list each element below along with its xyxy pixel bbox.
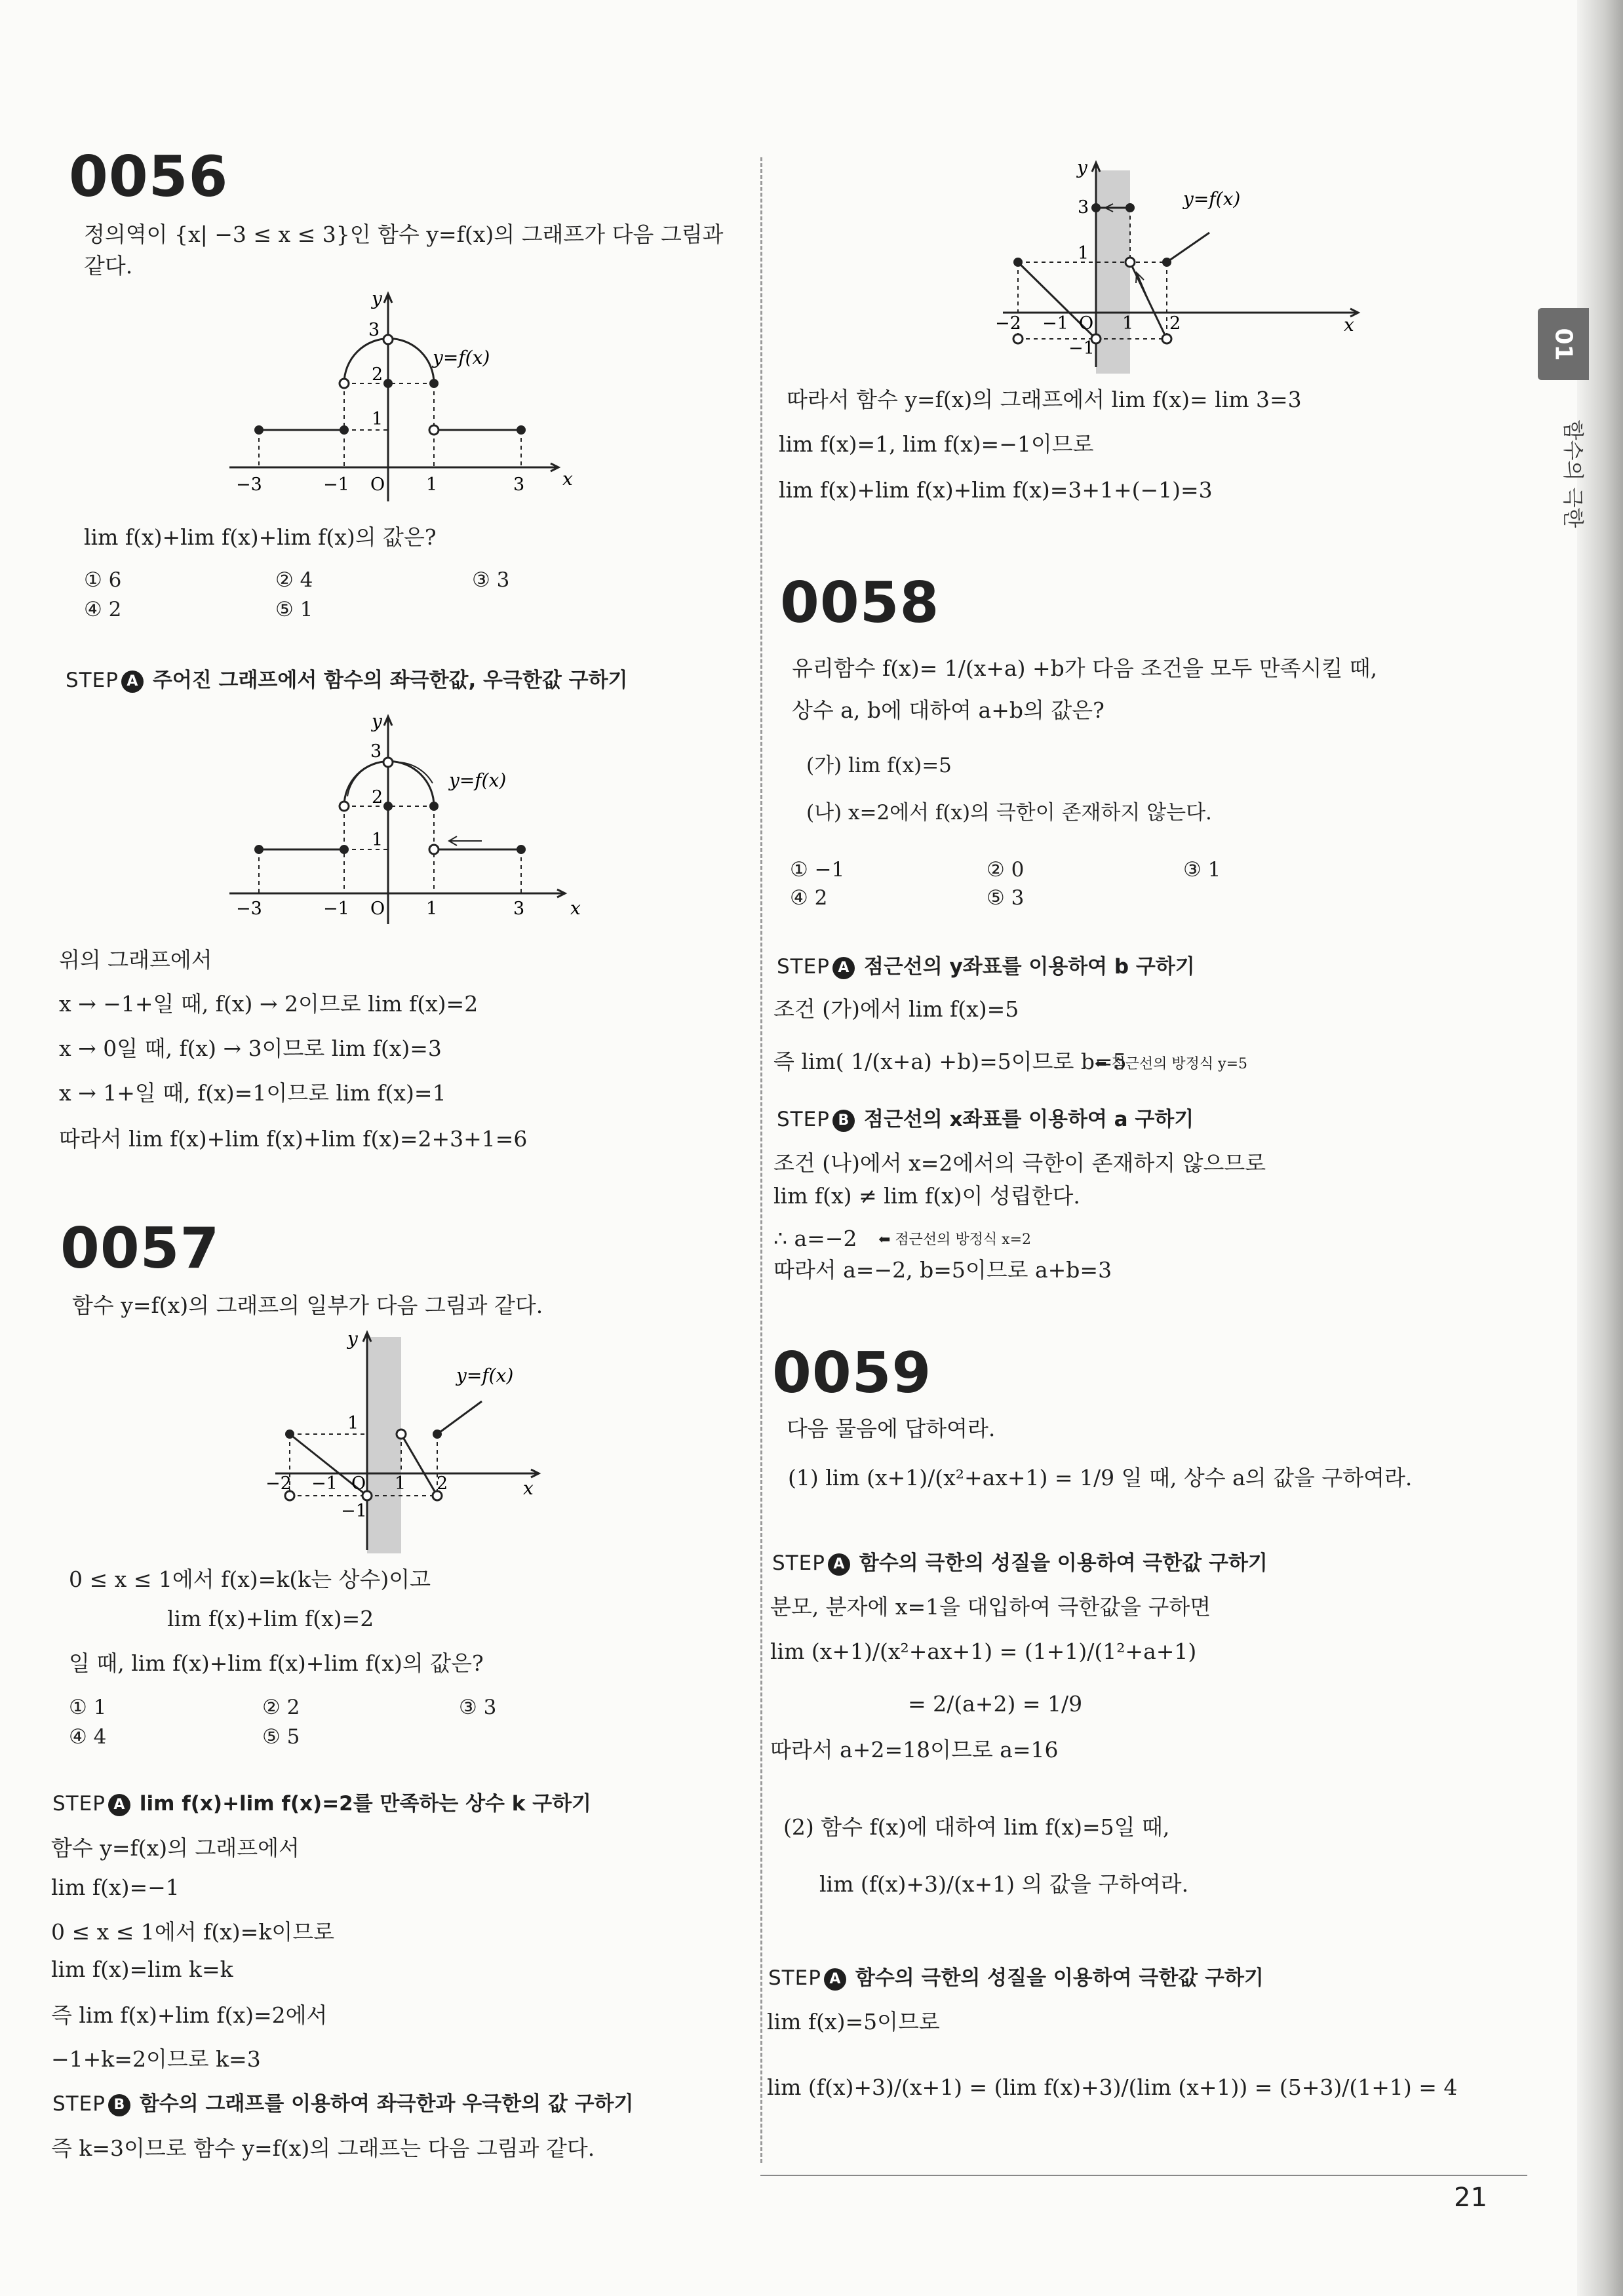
graph-0057-solution xyxy=(977,157,1396,374)
chapter-tab[interactable] xyxy=(1538,308,1589,380)
column-divider xyxy=(760,157,762,2163)
sol-0057-final-line1: 따라서 함수 y=f(x)의 그래프에서 lim f(x)= lim 3=3 xyxy=(787,387,1302,412)
sol-0056-line2: x → −1+일 때, f(x) → 2이므로 lim f(x)=2 xyxy=(59,991,479,1017)
problem-0056-ask: lim f(x)+lim f(x)+lim f(x)의 값은? xyxy=(84,524,437,550)
problem-0057-cond3: 일 때, lim f(x)+lim f(x)+lim f(x)의 값은? xyxy=(69,1650,484,1676)
sol-0056-line5: 따라서 lim f(x)+lim f(x)+lim f(x)=2+3+1=6 xyxy=(59,1126,528,1152)
step-a-heading-0056 xyxy=(66,667,627,693)
sol-0057-final-line2: lim f(x)=1, lim f(x)=−1이므로 xyxy=(779,431,1094,457)
sol-0059-1-line1: 분모, 분자에 x=1을 대입하여 극한값을 구하면 xyxy=(770,1594,1211,1620)
step-title: 점근선의 y좌표를 이용하여 b 구하기 xyxy=(863,955,1195,979)
step-badge: B xyxy=(832,1110,855,1132)
sol-0058-a-line2: 즉 lim( 1/(x+a) +b)=5이므로 b=5 xyxy=(773,1049,1127,1074)
chapter-title xyxy=(1548,393,1586,551)
svg-text:1: 1 xyxy=(395,1473,406,1494)
problem-0056-question-line1: 정의역이 {x| −3 ≤ x ≤ 3}인 함수 y=f(x)의 그래프가 다음 그림과 xyxy=(84,222,724,247)
svg-text:−1: −1 xyxy=(323,899,349,919)
svg-text:−1: −1 xyxy=(1068,338,1095,359)
svg-text:1: 1 xyxy=(372,409,383,429)
sol-0058-b-line1: 조건 (나)에서 x=2에서의 극한이 존재하지 않으므로 xyxy=(773,1150,1266,1176)
sol-0057-final-line3: lim f(x)+lim f(x)+lim f(x)=3+1+(−1)=3 xyxy=(779,477,1213,503)
step-a-heading-0057 xyxy=(52,1791,591,1817)
option-5[interactable]: ⑤ 3 xyxy=(987,886,1025,910)
footer-rule xyxy=(760,2175,1527,2176)
sol-0059-2-line1: lim f(x)=5이므로 xyxy=(767,2009,940,2034)
step-title: 주어진 그래프에서 함수의 좌극한값, 우극한값 구하기 xyxy=(152,669,628,692)
step-badge: A xyxy=(824,1968,846,1991)
problem-0058-condition-ga: (가) lim f(x)=5 xyxy=(806,754,952,777)
option-2[interactable]: ② 0 xyxy=(987,858,1025,882)
option-2[interactable]: ② 2 xyxy=(262,1696,300,1719)
step-a-heading-0059-1 xyxy=(772,1550,1268,1576)
step-label: STEP xyxy=(52,1792,106,1816)
step-label: STEP xyxy=(772,1551,825,1575)
svg-text:y: y xyxy=(1077,157,1087,178)
svg-text:x: x xyxy=(1344,314,1354,336)
sol-0056-line4: x → 1+일 때, f(x)=1이므로 lim f(x)=1 xyxy=(59,1080,446,1106)
problem-0056-question-line2: 같다. xyxy=(84,253,133,279)
problem-0058-question-line1: 유리함수 f(x)= 1/(x+a) +b가 다음 조건을 모두 만족시킬 때, xyxy=(792,655,1378,681)
svg-text:y: y xyxy=(372,710,382,732)
svg-text:−3: −3 xyxy=(236,899,262,919)
svg-text:3: 3 xyxy=(368,320,380,340)
svg-text:2: 2 xyxy=(372,364,383,385)
svg-text:2: 2 xyxy=(437,1473,448,1494)
svg-text:3: 3 xyxy=(370,741,382,762)
svg-text:x: x xyxy=(562,468,573,490)
svg-text:1: 1 xyxy=(1122,313,1134,334)
sol-0057-a-line6: −1+k=2이므로 k=3 xyxy=(51,2046,261,2072)
svg-text:y=f(x): y=f(x) xyxy=(1183,188,1241,210)
step-a-heading-0058 xyxy=(777,954,1195,980)
sol-0058-b-line3: ∴ a=−2 xyxy=(773,1226,857,1251)
svg-text:1: 1 xyxy=(347,1413,359,1433)
option-2[interactable]: ② 4 xyxy=(275,568,313,592)
step-label: STEP xyxy=(777,955,830,979)
page-number: 21 xyxy=(1454,2183,1487,2213)
svg-text:2: 2 xyxy=(1169,313,1181,334)
step-b-heading-0058 xyxy=(777,1106,1194,1133)
svg-text:3: 3 xyxy=(513,899,525,919)
sol-0057-a-line1: 함수 y=f(x)의 그래프에서 xyxy=(51,1835,300,1861)
svg-text:y=f(x): y=f(x) xyxy=(449,769,507,791)
problem-0057-question: 함수 y=f(x)의 그래프의 일부가 다음 그림과 같다. xyxy=(72,1293,543,1318)
sol-0057-a-line2: lim f(x)=−1 xyxy=(51,1875,180,1900)
step-title: 함수의 극한의 성질을 이용하여 극한값 구하기 xyxy=(859,1551,1268,1575)
sol-0059-2-line2: lim (f(x)+3)/(x+1) = (lim f(x)+3)/(lim (x+1)) = (5+3)/(1+1) = 4 xyxy=(767,2074,1458,2100)
svg-text:x: x xyxy=(523,1477,534,1499)
svg-text:x: x xyxy=(570,897,581,919)
option-3[interactable]: ③ 3 xyxy=(459,1696,497,1719)
svg-text:−1: −1 xyxy=(341,1501,367,1521)
option-4[interactable]: ④ 4 xyxy=(69,1725,107,1749)
sol-0057-b-line1: 즉 k=3이므로 함수 y=f(x)의 그래프는 다음 그림과 같다. xyxy=(51,2135,595,2161)
sol-0059-1-line3: = 2/(a+2) = 1/9 xyxy=(908,1691,1083,1717)
problem-0057-cond2: lim f(x)+lim f(x)=2 xyxy=(167,1606,374,1631)
option-3[interactable]: ③ 3 xyxy=(472,568,510,592)
sol-0058-b-line2: lim f(x) ≠ lim f(x)이 성립한다. xyxy=(773,1183,1080,1209)
problem-0057-cond1: 0 ≤ x ≤ 1에서 f(x)=k(k는 상수)이고 xyxy=(69,1566,431,1592)
problem-number-0059: 0059 xyxy=(772,1340,932,1406)
svg-text:−1: −1 xyxy=(1042,313,1068,334)
note-asymptote-y: ⬅ 점근선의 방정식 y=5 xyxy=(1095,1056,1248,1072)
svg-text:y: y xyxy=(372,288,382,309)
step-label: STEP xyxy=(777,1108,830,1131)
chapter-title-text: 함수의 극한 xyxy=(1561,419,1586,528)
step-label: STEP xyxy=(66,669,119,692)
step-title: lim f(x)+lim f(x)=2를 만족하는 상수 k 구하기 xyxy=(139,1792,591,1816)
svg-text:−1: −1 xyxy=(323,475,349,495)
problem-number-0058: 0058 xyxy=(780,570,940,636)
option-4[interactable]: ④ 2 xyxy=(84,598,122,621)
sol-0059-1-line2: lim (x+1)/(x²+ax+1) = (1+1)/(1²+a+1) xyxy=(770,1639,1197,1664)
sol-0057-a-line3: 0 ≤ x ≤ 1에서 f(x)=k이므로 xyxy=(51,1919,334,1945)
option-3[interactable]: ③ 1 xyxy=(1183,858,1221,882)
svg-text:1: 1 xyxy=(426,899,438,919)
option-5[interactable]: ⑤ 5 xyxy=(262,1725,300,1749)
option-5[interactable]: ⑤ 1 xyxy=(275,598,313,621)
svg-text:O: O xyxy=(1079,313,1094,334)
problem-0059-intro: 다음 물음에 답하여라. xyxy=(787,1416,996,1441)
problem-0058-question-line2: 상수 a, b에 대하여 a+b의 값은? xyxy=(792,697,1105,723)
step-label: STEP xyxy=(52,2092,106,2116)
problem-0058-condition-na: (나) x=2에서 f(x)의 극한이 존재하지 않는다. xyxy=(806,801,1212,825)
svg-text:2: 2 xyxy=(372,787,383,807)
step-title: 함수의 극한의 성질을 이용하여 극한값 구하기 xyxy=(855,1966,1264,1990)
step-badge: A xyxy=(828,1553,850,1576)
svg-text:3: 3 xyxy=(513,475,525,495)
step-title: 점근선의 x좌표를 이용하여 a 구하기 xyxy=(863,1108,1194,1131)
step-title: 함수의 그래프를 이용하여 좌극한과 우극한의 값 구하기 xyxy=(139,2092,634,2116)
svg-text:O: O xyxy=(370,899,385,919)
sol-0059-1-line4: 따라서 a+2=18이므로 a=16 xyxy=(770,1737,1059,1762)
step-label: STEP xyxy=(768,1966,821,1990)
problem-number-0057: 0057 xyxy=(60,1216,220,1281)
problem-0059-q2b: lim (f(x)+3)/(x+1) 의 값을 구하여라. xyxy=(819,1871,1189,1897)
svg-text:3: 3 xyxy=(1078,197,1089,218)
sol-0057-a-line5: 즉 lim f(x)+lim f(x)=2에서 xyxy=(51,2002,328,2028)
step-b-heading-0057 xyxy=(52,2091,633,2117)
svg-text:−3: −3 xyxy=(236,475,262,495)
step-badge: A xyxy=(108,1794,130,1816)
graph-0056-solution xyxy=(216,705,583,927)
svg-text:1: 1 xyxy=(426,475,438,495)
problem-0059-q2: (2) 함수 f(x)에 대하여 lim f(x)=5일 때, xyxy=(783,1814,1170,1840)
svg-text:−1: −1 xyxy=(311,1473,338,1494)
svg-text:y: y xyxy=(347,1328,358,1350)
svg-text:−2: −2 xyxy=(265,1473,292,1494)
problem-number-0056: 0056 xyxy=(69,144,229,210)
step-badge: A xyxy=(832,957,855,979)
option-1[interactable]: ① −1 xyxy=(790,858,845,882)
option-4[interactable]: ④ 2 xyxy=(790,886,828,910)
problem-0059-q1: (1) lim (x+1)/(x²+ax+1) = 1/9 일 때, 상수 a의 값을 구하여라. xyxy=(788,1465,1413,1490)
svg-text:−2: −2 xyxy=(995,313,1021,334)
svg-text:y=f(x): y=f(x) xyxy=(433,347,490,368)
sol-0056-line1: 위의 그래프에서 xyxy=(59,947,212,973)
step-a-heading-0059-2 xyxy=(768,1965,1264,1991)
svg-text:O: O xyxy=(351,1473,366,1494)
sol-0058-b-line4: 따라서 a=−2, b=5이므로 a+b=3 xyxy=(773,1257,1112,1283)
graph-0057-question xyxy=(249,1324,557,1553)
svg-text:1: 1 xyxy=(372,830,383,850)
step-badge: A xyxy=(121,671,144,693)
sol-0057-a-line4: lim f(x)=lim k=k xyxy=(51,1956,233,1982)
svg-text:O: O xyxy=(370,475,385,495)
chapter-number: 01 xyxy=(1550,327,1577,361)
option-1[interactable]: ① 1 xyxy=(69,1696,107,1719)
sol-0058-a-line1: 조건 (가)에서 lim f(x)=5 xyxy=(773,996,1019,1022)
svg-text:y=f(x): y=f(x) xyxy=(456,1365,514,1386)
note-asymptote-x: ⬅ 점근선의 방정식 x=2 xyxy=(878,1232,1032,1248)
graph-0056-question xyxy=(216,282,583,505)
sol-0056-line3: x → 0일 때, f(x) → 3이므로 lim f(x)=3 xyxy=(59,1036,442,1061)
option-1[interactable]: ① 6 xyxy=(84,568,122,592)
step-badge: B xyxy=(108,2094,130,2116)
svg-text:1: 1 xyxy=(1078,243,1089,263)
